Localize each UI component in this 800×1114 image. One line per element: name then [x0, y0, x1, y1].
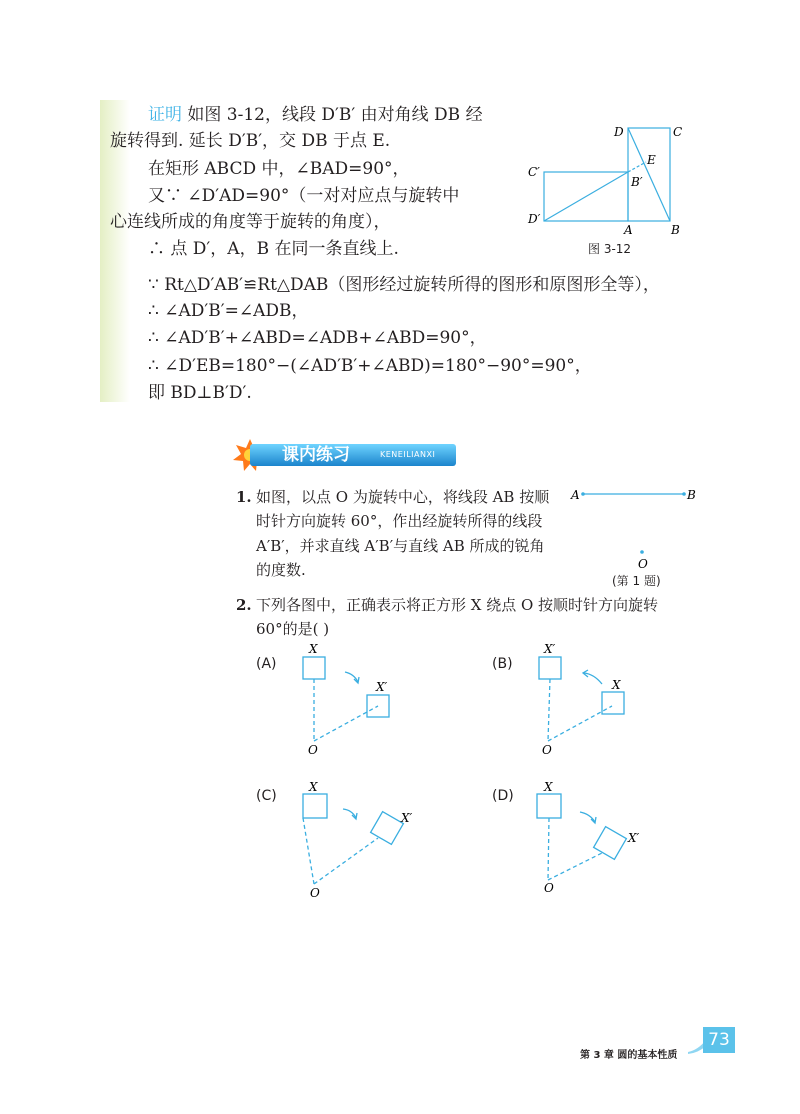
- option-b-figure: [532, 640, 652, 758]
- square-xp: [371, 812, 404, 845]
- option-a-label: (A): [256, 656, 277, 672]
- figure-3-12-caption: 图 3-12: [588, 242, 632, 256]
- proof-line-4: 又∵ ∠D′AD=90°（一对对应点与旋转中: [148, 186, 460, 206]
- label-xp: X′: [544, 642, 556, 656]
- label-O: O: [638, 557, 648, 571]
- label-o: O: [308, 743, 318, 757]
- proof-line-10: ∴ ∠D′EB=180°−(∠AD′B′+∠ABD)=180°−90°=90°，: [148, 356, 592, 376]
- exercise-2-line-2: 60°的是( ): [256, 620, 330, 638]
- exercise-1-caption: (第 1 题): [612, 574, 661, 588]
- square-x: [602, 692, 624, 714]
- point-o: [640, 550, 644, 554]
- option-d-label: (D): [492, 788, 514, 804]
- exercise-1-figure: [566, 484, 706, 572]
- exercise-1-line-1: 如图，以点 O 为旋转中心，将线段 AB 按顺: [256, 488, 550, 506]
- label-xp: X′: [401, 811, 413, 825]
- option-d-figure: [532, 774, 662, 900]
- figure-3-12: [525, 120, 695, 240]
- label-C: C: [673, 125, 683, 139]
- proof-line-8: ∴ ∠AD′B′=∠ADB，: [148, 301, 309, 321]
- exercise-1-number: 1.: [236, 488, 252, 506]
- section-banner: [232, 438, 457, 472]
- exercise-1-line-4: 的度数.: [256, 561, 306, 579]
- option-c-figure: [298, 774, 428, 900]
- label-B: B: [687, 488, 696, 502]
- label-Cp: C′: [528, 165, 540, 179]
- chapter-footer: 第 3 章 圆的基本性质: [580, 1050, 678, 1061]
- section-subtitle: KENEILIANXI: [380, 450, 436, 459]
- square-x: [537, 794, 561, 818]
- label-x: X: [309, 780, 318, 794]
- exercise-2-line-1: 下列各图中，正确表示将正方形 X 绕点 O 按顺时针方向旋转: [256, 596, 659, 614]
- label-D: D: [614, 125, 624, 139]
- label-o: O: [310, 886, 320, 900]
- option-c-label: (C): [256, 788, 277, 804]
- label-x: X: [612, 678, 621, 692]
- label-xp: X′: [376, 680, 388, 694]
- point-a: [581, 492, 585, 496]
- page-number: 73: [703, 1027, 735, 1053]
- segment-dpbp: [544, 172, 628, 221]
- option-b-label: (B): [492, 656, 513, 672]
- point-b: [682, 492, 686, 496]
- label-A: A: [624, 223, 633, 237]
- proof-line-5: 心连线所成的角度等于旋转的角度），: [110, 212, 391, 232]
- proof-line-6: ∴ 点 D′，A，B 在同一条直线上.: [148, 239, 399, 259]
- label-xp: X′: [628, 831, 640, 845]
- label-B: B: [671, 223, 680, 237]
- exercise-2-number: 2.: [236, 596, 252, 614]
- label-x: X: [544, 780, 553, 794]
- option-a-figure: [298, 640, 418, 758]
- square-xp: [539, 657, 561, 679]
- label-o: O: [544, 881, 554, 895]
- label-o: O: [542, 743, 552, 757]
- proof-line-2: 旋转得到. 延长 D′B′，交 DB 于点 E.: [110, 131, 391, 151]
- extension-line: [628, 162, 646, 172]
- label-A: A: [571, 488, 580, 502]
- square-x: [303, 657, 325, 679]
- proof-line-1: 证明 如图 3-12，线段 D′B′ 由对角线 DB 经: [148, 105, 483, 125]
- square-x: [303, 794, 327, 818]
- label-E: E: [647, 153, 656, 167]
- exercise-1-line-2: 时针方向旋转 60°，作出经旋转所得的线段: [256, 512, 543, 530]
- label-x: X: [309, 642, 318, 656]
- section-title: 课内练习: [282, 445, 350, 465]
- proof-line-11: 即 BD⊥B′D′.: [148, 383, 252, 403]
- proof-label: 证明: [148, 105, 182, 125]
- exercise-1-line-3: A′B′，并求直线 A′B′与直线 AB 所成的锐角: [256, 537, 545, 555]
- proof-line-9: ∴ ∠AD′B′+∠ABD=∠ADB+∠ABD=90°，: [148, 328, 487, 348]
- rotation-arrow: [584, 673, 602, 684]
- label-Bp: B′: [631, 175, 643, 189]
- proof-line-3: 在矩形 ABCD 中，∠BAD=90°，: [148, 159, 410, 179]
- label-Dp: D′: [528, 212, 541, 226]
- proof-line-7: ∵ Rt△D′AB′≌Rt△DAB（图形经过旋转所得的图形和原图形全等），: [148, 275, 660, 295]
